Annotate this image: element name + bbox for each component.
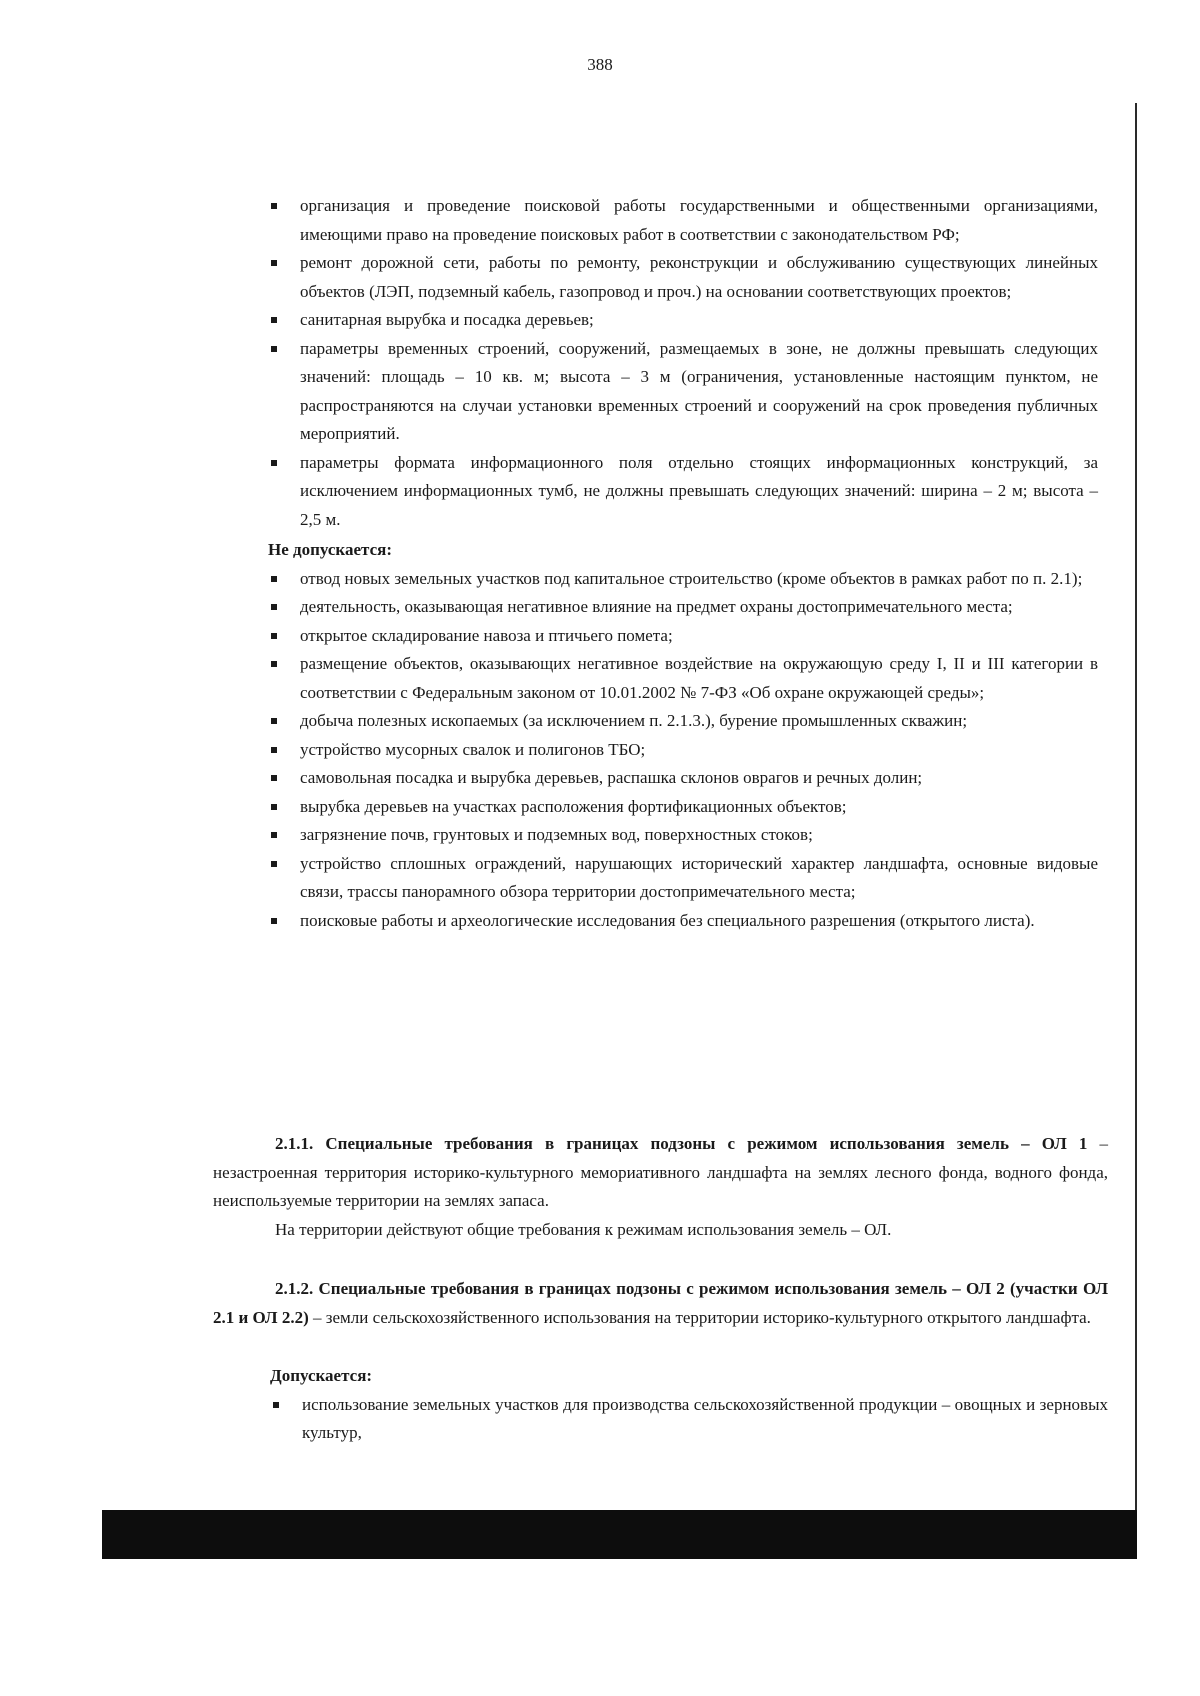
section-2-1-1-heading [213,1130,1108,1216]
main-content [268,192,1098,935]
section-2-1-1-description: – незастроенная территория историко-культурного мемориативного ландшафта на землях лесного фонда, водного фонда, неиспользуемые территории на землях запаса. [213,1134,1109,1210]
allowed-heading: Допускается: [270,1366,373,1385]
list-item: параметры формата информационного поля отдельно стоящих информационных конструкций, за исключением информационных тумб, не должны превышать следующих значений: ширина – 2 м; высота – 2,5 м. [268,449,1098,535]
page-number: 388 [587,55,613,74]
list-item: устройство сплошных ограждений, нарушающих исторический характер ландшафта, основные видовые связи, трассы панорамного обзора территории достопримечательного места; [268,850,1098,907]
not-allowed-heading: Не допускается: [268,540,392,559]
list-item: деятельность, оказывающая негативное влияние на предмет охраны достопримечательного места; [268,593,1098,622]
list-item: ремонт дорожной сети, работы по ремонту, реконструкции и обслуживанию существующих линейных объектов (ЛЭП, подземный кабель, газопровод и проч.) на основании соответствующих проектов; [268,249,1098,306]
list-item: параметры временных строений, сооружений, размещаемых в зоне, не должны превышать следующих значений: площадь – 10 кв. м; высота – 3 м (ограничения, установленные настоящим пунктом, не распространяются на случаи установки временных строений и сооружений на срок проведения публичных мероприятий. [268,335,1098,449]
allowed-list [268,192,1098,534]
scan-bottom-band [102,1510,1137,1559]
list-item: санитарная вырубка и посадка деревьев; [268,306,1098,335]
list-item: вырубка деревьев на участках расположения фортификационных объектов; [268,793,1098,822]
section-2-1-1 [213,1130,1108,1244]
section-2-1-2-description: – земли сельскохозяйственного использования на территории историко-культурного открытого ландшафта. [308,1307,1091,1327]
list-item: отвод новых земельных участков под капитальное строительство (кроме объектов в рамках работ по п. 2.1); [268,565,1098,594]
section-2-1-1-title: 2.1.1. Специальные требования в границах подзоны с режимом использования земель – ОЛ 1 [275,1134,1088,1153]
section-2-1-2-allowed [270,1362,1108,1448]
list-item: устройство мусорных свалок и полигонов ТБО; [268,736,1098,765]
allowed-list-2-1-2 [270,1391,1108,1448]
list-item: добыча полезных ископаемых (за исключением п. 2.1.3.), бурение промышленных скважин; [268,707,1098,736]
not-allowed-list [268,565,1098,936]
list-item: размещение объектов, оказывающих негативное воздействие на окружающую среду I, II и III категории в соответствии с Федеральным законом от 10.01.2002 № 7-ФЗ «Об охране окружающей среды»; [268,650,1098,707]
scan-edge-line [1135,103,1137,1558]
list-item: организация и проведение поисковой работы государственными и общественными организациями, имеющими право на проведение поисковых работ в соответствии с законодательством РФ; [268,192,1098,249]
section-2-1-1-paragraph: На территории действуют общие требования к режимам использования земель – ОЛ. [275,1219,892,1239]
section-2-1-2 [213,1275,1108,1332]
list-item: поисковые работы и археологические исследования без специального разрешения (открытого листа). [268,907,1098,936]
list-item: открытое складирование навоза и птичьего помета; [268,622,1098,651]
list-item: загрязнение почв, грунтовых и подземных вод, поверхностных стоков; [268,821,1098,850]
section-2-1-2-heading [213,1275,1108,1332]
section-2-1-2-title: 2.1.2. Специальные требования в границах подзоны с режимом использования земель – ОЛ 2 (участки ОЛ 2.1 и ОЛ 2.2) [213,1279,1108,1327]
list-item: использование земельных участков для производства сельскохозяйственной продукции – овощных и зерновых культур, [270,1391,1108,1448]
list-item: самовольная посадка и вырубка деревьев, распашка склонов оврагов и речных долин; [268,764,1098,793]
